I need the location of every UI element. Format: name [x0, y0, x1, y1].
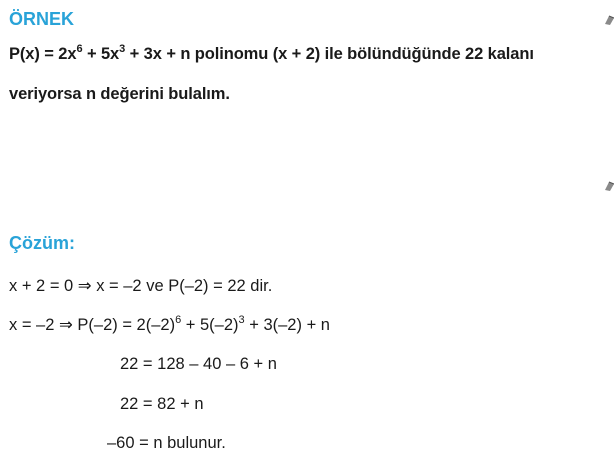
- solution-step-3: 22 = 128 – 40 – 6 + n: [120, 355, 277, 373]
- pencil-icon: [603, 180, 614, 192]
- solution-step-4: 22 = 82 + n: [120, 395, 204, 413]
- solution-heading: Çözüm:: [9, 233, 75, 253]
- pencil-icon: [603, 14, 614, 26]
- example-problem-line-1: $P(x) = 2x^6 + 5x^3 + 3x + n$ polinomu (x + 2) ile bölündüğünde 22 kalanı: [9, 43, 534, 63]
- example-heading: ÖRNEK: [9, 9, 75, 29]
- solution-step-2: x = –2 ⇒ $P(-2) = 2(-2)^6 + 5(-2)^3 + 3(-2) + n$: [9, 314, 330, 334]
- example-problem-line-2: veriyorsa n değerini bulalım.: [9, 85, 230, 103]
- solution-step-5: –60 = n bulunur.: [107, 434, 226, 452]
- solution-step-1: x + 2 = 0 ⇒ x = –2 ve P(–2) = 22 dir.: [9, 277, 273, 295]
